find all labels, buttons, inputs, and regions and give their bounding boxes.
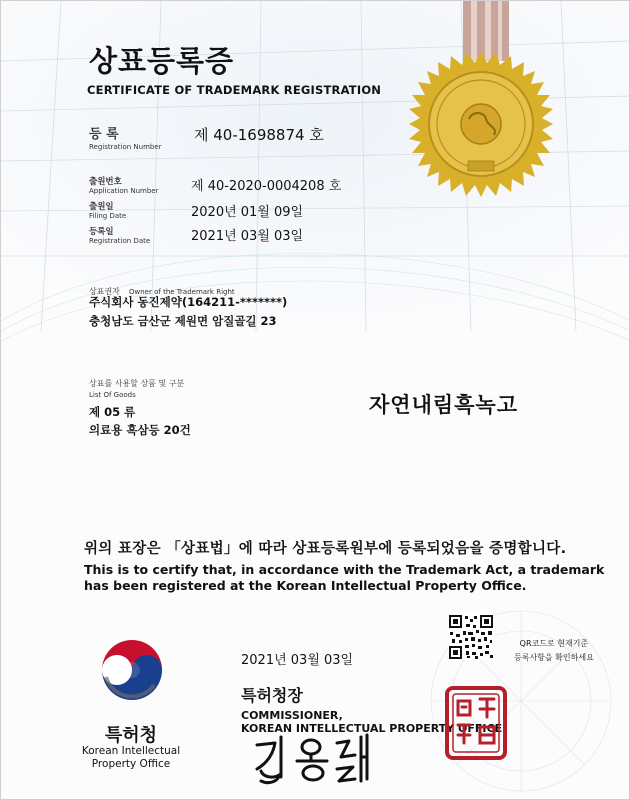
certification-ko: 위의 표장은 「상표법」에 따라 상표등록원부에 등록되었음을 증명합니다.: [84, 541, 567, 557]
commissioner-signature: [249, 733, 379, 787]
kipo-name-en: [71, 745, 191, 771]
owner-label-ko: 상표권자: [89, 287, 120, 296]
goods-class: 제 05 류: [89, 405, 136, 419]
gold-seal-icon: [406, 49, 556, 199]
goods-label-ko: 상표를 사용할 상품 및 구분: [89, 379, 185, 388]
trademark-text: 자연내림흑녹고: [369, 393, 519, 417]
filing-label-ko: 출원일: [89, 202, 114, 212]
application-label-en: Application Number: [89, 187, 159, 195]
kipo-name-ko: 특허청: [104, 725, 158, 746]
qr-instructions: [514, 637, 594, 665]
kipo-logo-icon: [99, 637, 165, 703]
commissioner-en-line1: COMMISSIONER,: [241, 709, 343, 722]
goods-items: 의료용 흑삼등 20건: [89, 423, 191, 437]
kipo-en-line2: Property Office: [91, 758, 171, 770]
registration-label-en: Registration Number: [89, 143, 162, 151]
goods-label-en: List Of Goods: [89, 391, 136, 399]
registration-date: 2021년 03월 03일: [191, 229, 304, 244]
kipo-en-line1: Korean Intellectual: [81, 745, 181, 757]
filing-label-en: Filing Date: [89, 212, 127, 220]
qr-code-icon[interactable]: [448, 614, 494, 660]
registration-number: 제 40-1698874 호: [194, 126, 324, 144]
registration-date-label-ko: 등록일: [89, 227, 114, 237]
qr-label-line2: 등록사항을 확인하세요: [514, 653, 594, 662]
certification-en-line2: has been registered at the Korean Intellectual Property Office.: [84, 578, 527, 593]
application-label-ko: 출원번호: [89, 177, 122, 187]
commissioner-en-line2: KOREAN INTELLECTUAL PROPERTY OFFICE: [241, 722, 503, 735]
issue-date: 2021년 03월 03일: [241, 653, 354, 668]
qr-label-line1: QR코드로 현재기준: [519, 639, 589, 648]
certificate-title-en: CERTIFICATE OF TRADEMARK REGISTRATION: [87, 83, 382, 97]
certificate-title-ko: 상표등록증: [89, 44, 235, 78]
registration-label-ko: 등 록: [89, 127, 119, 142]
certification-en-line1: This is to certify that, in accordance with the Trademark Act, a trademark: [84, 562, 605, 577]
official-stamp-icon: [444, 685, 508, 761]
filing-date: 2020년 01월 09일: [191, 205, 304, 220]
application-number: 제 40-2020-0004208 호: [191, 179, 342, 194]
owner-name: 주식회사 동진제약(164211-*******): [89, 295, 288, 309]
owner-address: 충청남도 금산군 제원면 암질골길 23: [89, 314, 277, 328]
commissioner-title-ko: 특허청장: [241, 686, 303, 705]
owner-label-en: Owner of the Trademark Right: [129, 288, 235, 296]
registration-date-label-en: Registration Date: [89, 237, 151, 245]
